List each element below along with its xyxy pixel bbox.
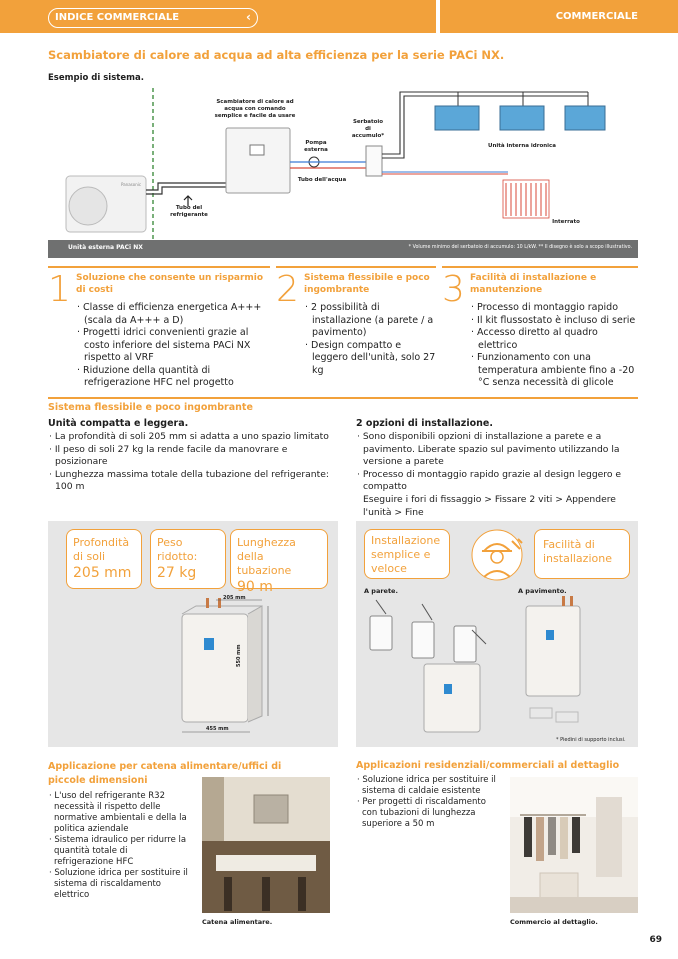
hydronic-unit-label: Unità interna idronica (487, 143, 557, 149)
app-1-list (48, 791, 188, 901)
unit-dimension-drawing (170, 596, 280, 746)
restaurant-photo (202, 777, 330, 913)
feature-2-number: 2 (276, 269, 299, 310)
indoor-units (435, 92, 605, 130)
system-diagram (48, 88, 638, 258)
feature-3-item: · Processo di montaggio rapido (470, 302, 640, 315)
feature-3-number: 3 (442, 269, 465, 310)
outdoor-unit-label: Unità esterna PACi NX (68, 244, 143, 251)
flex-left-item: · Lunghezza massima totale della tubazione del refrigerante: 100 m (48, 469, 338, 494)
index-button[interactable] (48, 8, 258, 28)
app-2-list (356, 775, 496, 830)
pill-quick-install-text: Installazione semplice e veloce (371, 534, 441, 575)
app-2-heading: Applicazioni residenziali/commerciali al dettaglio (356, 760, 620, 771)
feature-3-title: Facilità di installazione e manutenzione (470, 273, 597, 295)
feature-1-rule (48, 266, 270, 268)
spec-weight-label: Peso ridotto: (157, 536, 198, 563)
spec-depth-value: 205 mm (73, 565, 132, 581)
svg-text:Panasonic: Panasonic (121, 182, 142, 187)
water-pipe-label: Tubo dell'acqua (297, 177, 347, 183)
feet-note: * Piedini di supporto inclusi. (556, 737, 626, 743)
spec-pipe-label: Lunghezza della tubazione (237, 536, 296, 577)
outdoor-unit (66, 176, 146, 232)
exchanger-label: Scambiatore di calore ad acqua con comando semplice e facile da usare (214, 99, 296, 119)
feature-2-item: · Design compatto e leggero dell'unità, solo 27 kg (304, 340, 439, 378)
feature-3-item: · Il kit flussostato è incluso di serie (470, 315, 640, 328)
index-label: INDICE COMMERCIALE (55, 12, 180, 23)
flex-section-heading: Sistema flessibile e poco ingombrante (48, 402, 253, 413)
diagram-heading: Esempio di sistema. (48, 73, 144, 83)
spec-pipe-value: 90 m (237, 579, 273, 595)
installer-icon (462, 529, 532, 581)
feature-2-item: · 2 possibilità di installazione (a parete / a pavimento) (304, 302, 439, 340)
feature-2-rule (276, 266, 436, 268)
install-steps: Eseguire i fori di fissaggio > Fissare 2 viti > Appendere l'unità > Fine (363, 494, 616, 518)
app-1-heading: Applicazione per catena alimentare/uffici di piccole dimensioni (48, 761, 282, 786)
app-2-caption: Commercio al dettaglio. (510, 918, 598, 926)
floor-label: A pavimento. (518, 587, 567, 595)
app-1-item: · L'uso del refrigerante R32 necessità il rispetto delle normative ambientali e della la politica aziendale (48, 791, 188, 835)
feature-1-item: · Classe di efficienza energetica A+++ (scala da A+++ a D) (76, 302, 276, 327)
flex-left-item: · La profondità di soli 205 mm si adatta a uno spazio limitato (48, 431, 338, 444)
feature-2-list (304, 302, 439, 377)
app-2-item: · Soluzione idrica per sostituire il sistema di caldaie esistente (356, 775, 496, 797)
flex-left-title: Unità compatta e leggera. (48, 418, 189, 429)
flex-right-title: 2 opzioni di installazione. (356, 418, 493, 429)
app-1-caption: Catena alimentare. (202, 918, 273, 926)
page-number: 69 (649, 935, 662, 945)
pill-quick-install (364, 529, 450, 579)
feature-1-list (76, 302, 276, 390)
page-title: Scambiatore di calore ad acqua ad alta efficienza per la serie PACi NX. (48, 48, 505, 62)
app-1-item: · Soluzione idrica per sostituire il sistema di riscaldamento elettrico (48, 868, 188, 901)
feature-3-rule (442, 266, 638, 268)
refrigerant-pipe-label: Tubo del refrigerante (170, 205, 208, 218)
section-rule (48, 397, 638, 399)
feature-3-item: · Accesso diretto al quadro elettrico (470, 327, 640, 352)
feature-1-title: Soluzione che consente un risparmio di costi (76, 273, 264, 295)
spec-weight-value: 27 kg (157, 565, 197, 581)
spec-depth (66, 529, 142, 589)
flex-right-list (356, 431, 638, 494)
feature-1-item: · Riduzione della quantità di refrigerazione HFC nel progetto (76, 365, 276, 390)
wall-label: A parete. (364, 587, 398, 595)
back-arrow-icon[interactable]: ‹ (246, 10, 251, 24)
spec-weight (150, 529, 226, 589)
app-2-item: · Per progetti di riscaldamento con tubazioni di lunghezza superiore a 50 m (356, 797, 496, 830)
diagram-footnote: * Volume minimo del serbatoio di accumulo: 10 L/kW. ** Il disegno è solo a scopo illustrativo. (408, 245, 632, 250)
pill-easy-install-text: Facilità di installazione (543, 538, 612, 565)
storage-tank (366, 146, 382, 176)
app-1-item: · Sistema idraulico per ridurre la quantità totale di refrigerazione HFC (48, 835, 188, 868)
ground-strip (48, 240, 638, 258)
install-illustration (362, 596, 632, 736)
spec-depth-label: Profondità di soli (73, 536, 130, 563)
feature-2-title: Sistema flessibile e poco ingombrante (304, 273, 430, 295)
dim-height: 550 mm (236, 644, 242, 667)
heat-exchanger (226, 128, 290, 193)
feature-1-number: 1 (48, 269, 71, 310)
spec-pipe-length (230, 529, 328, 595)
dim-width: 455 mm (206, 726, 229, 732)
tank-label: Serbatoio di accumulo* (351, 119, 385, 139)
section-label: COMMERCIALE (555, 11, 638, 22)
feature-1-item: · Progetti idrici convenienti grazie al costo inferiore del sistema PACi NX rispetto al VRF (76, 327, 276, 365)
pill-easy-install (534, 529, 630, 579)
flex-right-item: · Sono disponibili opzioni di installazione a parete e a pavimento. Liberate spazio sul pavimento utilizzando la versione a parete (356, 431, 638, 469)
feature-3-list (470, 302, 640, 390)
dim-depth: 205 mm (223, 595, 246, 601)
feature-3-item: · Funzionamento con una temperatura ambiente fino a -20 °C senza necessità di glicole (470, 352, 640, 390)
underfloor-heating (503, 180, 549, 218)
retail-photo (510, 777, 638, 913)
pump-label: Pompa esterna (304, 140, 328, 153)
flex-left-item: · Il peso di soli 27 kg la rende facile da manovrare e posizionare (48, 444, 338, 469)
flex-left-list (48, 431, 338, 494)
buried-label: Interrato (552, 219, 580, 225)
flex-right-item: · Processo di montaggio rapido grazie al design leggero e compatto (356, 469, 638, 494)
